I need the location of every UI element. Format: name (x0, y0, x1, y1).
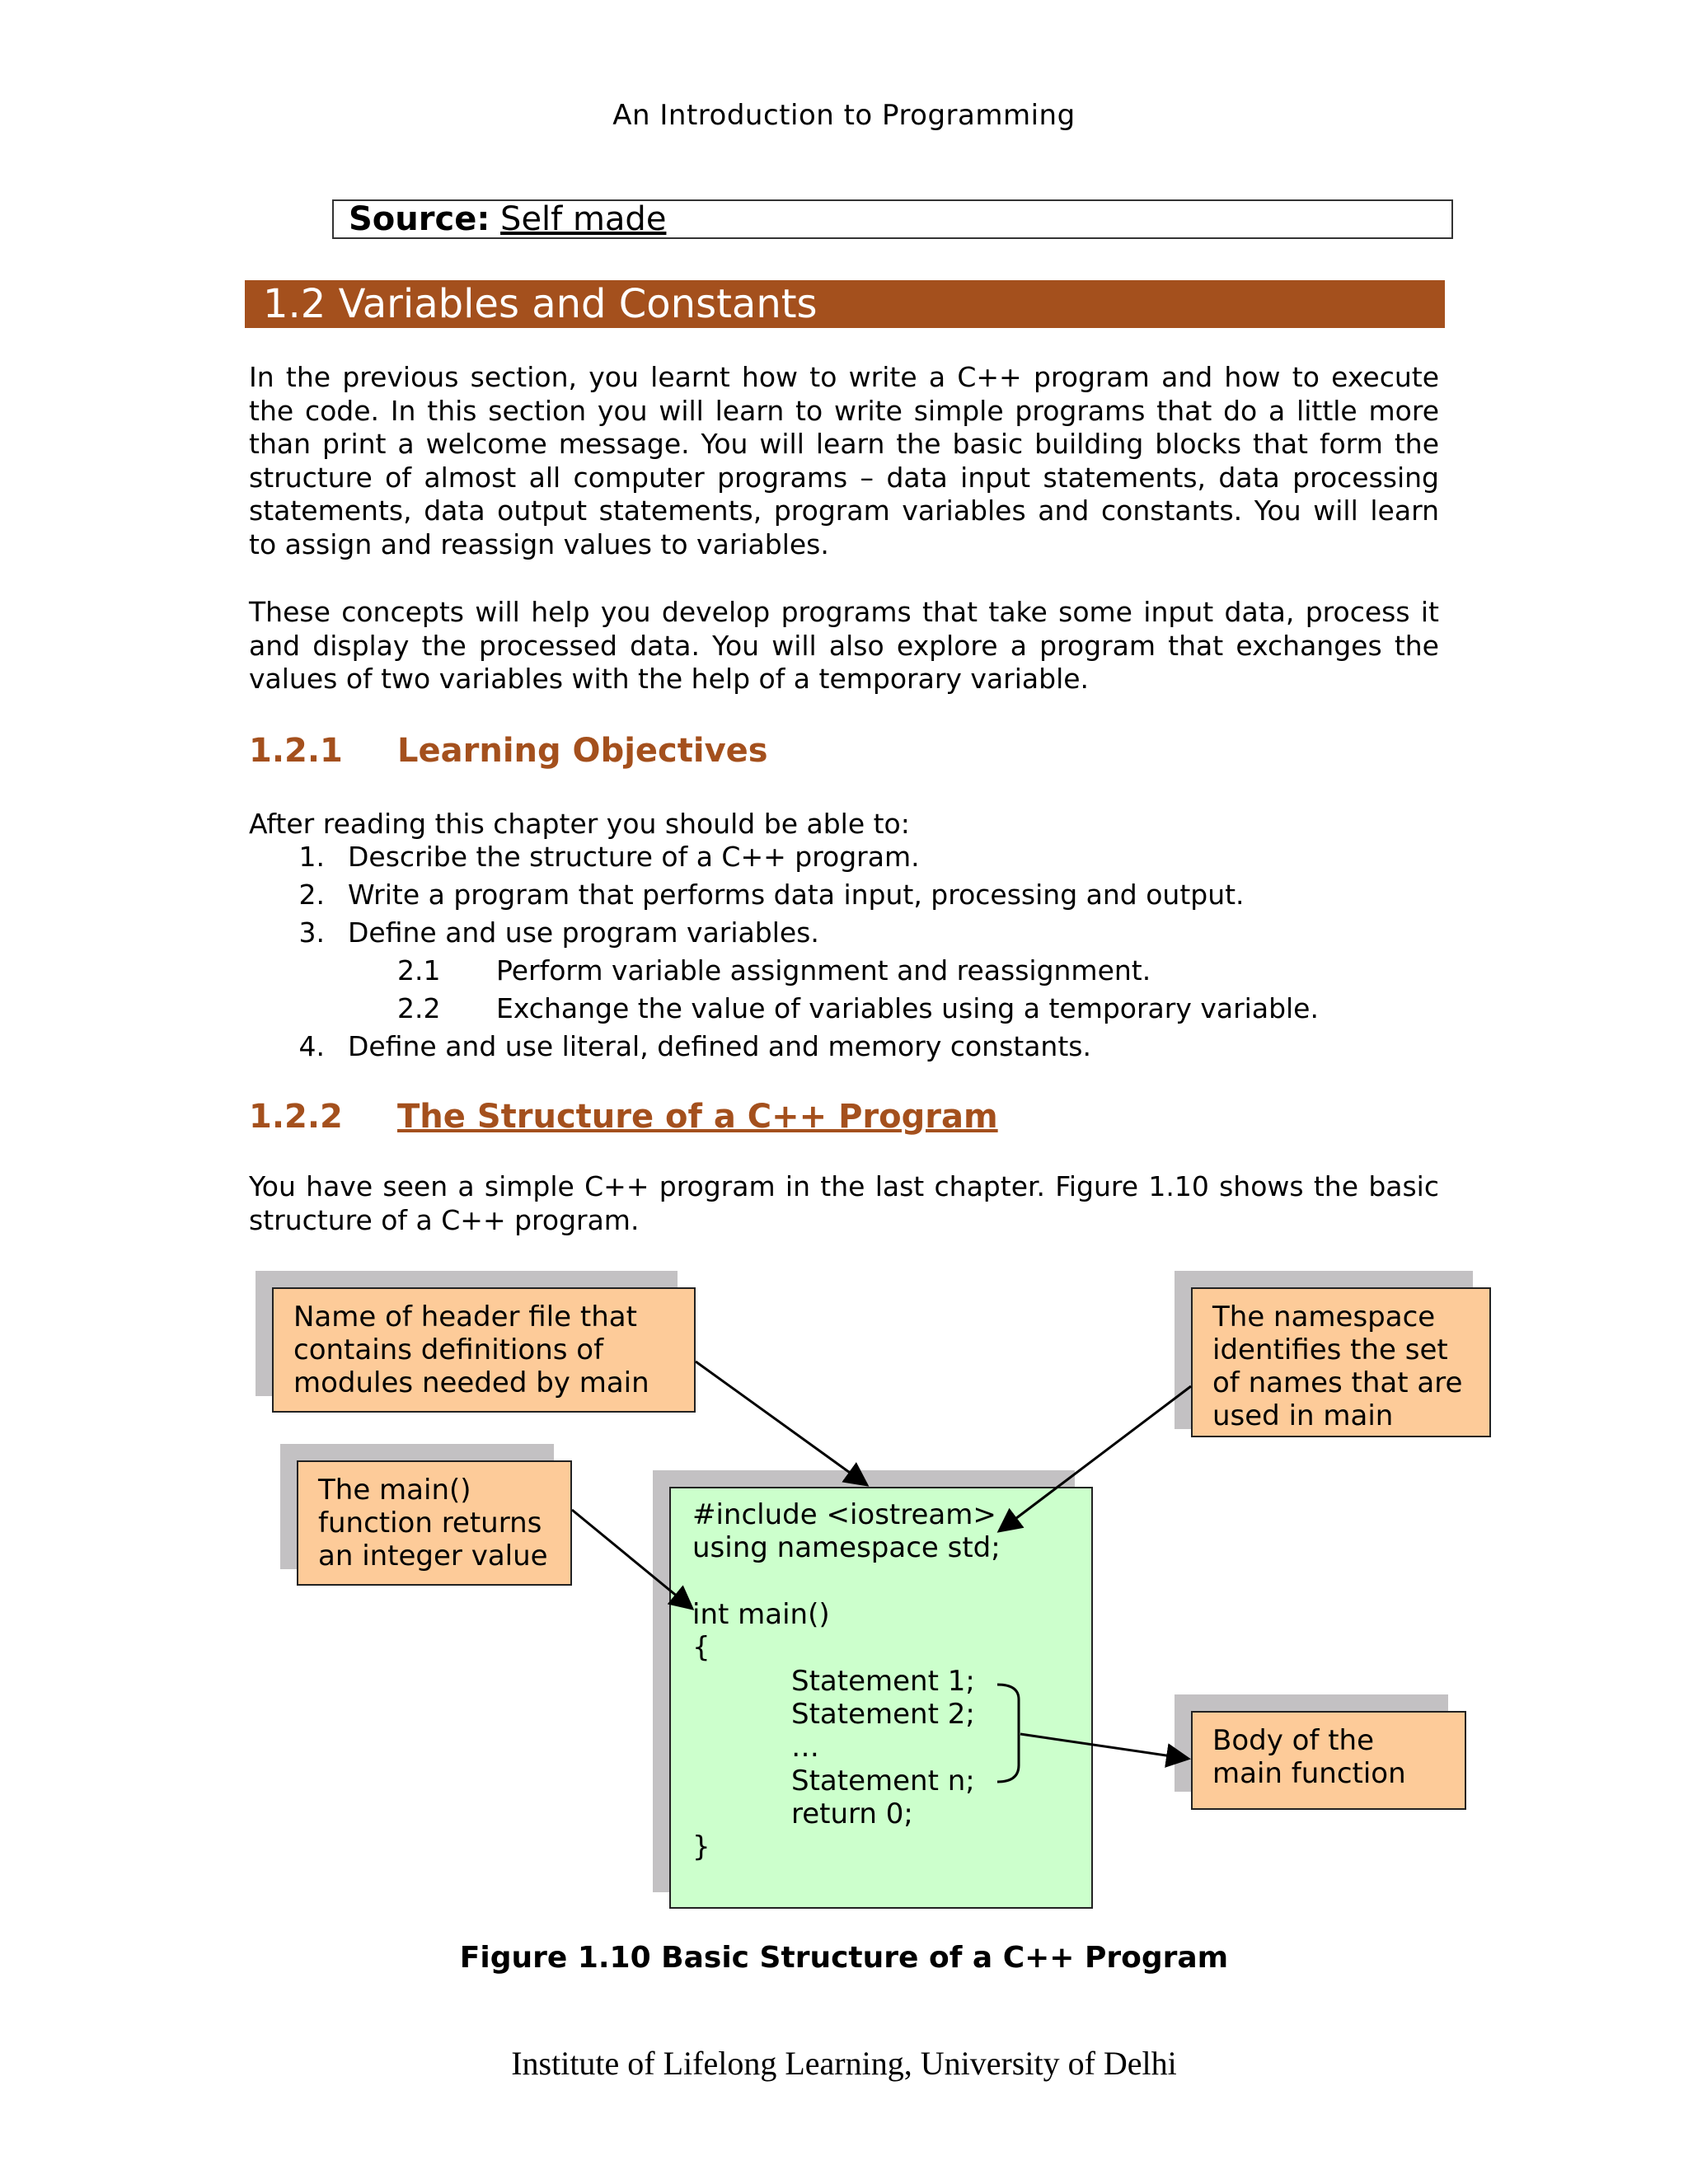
code-statement-1: Statement 1; (791, 1665, 975, 1698)
intro-paragraph-2: These concepts will help you develop programs that take some input data, process it and display the processed data. You will also explore a program that exchanges the values of two variables with the help of a temporary variable. (249, 596, 1439, 695)
code-close-brace: } (692, 1830, 710, 1863)
objective-text: Define and use program variables. (348, 916, 819, 949)
code-using: using namespace std; (692, 1531, 1001, 1564)
callout-line: Body of the (1212, 1724, 1375, 1757)
objective-text: Perform variable assignment and reassignment. (496, 954, 1151, 987)
objective-number: 1. (298, 841, 325, 873)
objectives-number: 1.2.1 (249, 732, 343, 770)
arrow-namespace-to-using (999, 1386, 1191, 1531)
objectives-intro: After reading this chapter you should be able to: (249, 808, 910, 840)
structure-title: The Structure of a C++ Program (397, 1098, 998, 1136)
code-include: #include <iostream> (692, 1498, 996, 1531)
objective-text: Exchange the value of variables using a temporary variable. (496, 992, 1319, 1024)
objective-text: Define and use literal, defined and memory constants. (348, 1030, 1091, 1062)
callout-line: Name of header file that (293, 1301, 637, 1333)
code-statement-n: Statement n; (791, 1765, 975, 1797)
objective-number: 3. (298, 916, 325, 949)
page-footer: Institute of Lifelong Learning, University of Delhi (511, 2045, 1177, 2082)
objective-text: Describe the structure of a C++ program. (348, 841, 920, 873)
code-open-brace: { (692, 1631, 710, 1664)
source-value: Self made (500, 200, 667, 238)
callout-line: modules needed by main (293, 1366, 649, 1399)
callout-line: main function (1212, 1757, 1406, 1790)
arrow-header-to-include (696, 1361, 867, 1485)
intro-paragraph-1: In the previous section, you learnt how to write a C++ program and how to execute the code. In this section you will learn to write simple programs that do a little more than print a welcome message. You will learn the basic building blocks that form the structure of almost all computer programs – data input statements, data processing statements, data output statements, program variables and constants. You will learn to assign and reassign values to variables. (249, 361, 1439, 560)
callout-line: The namespace (1212, 1301, 1436, 1333)
callout-line: The main() (318, 1474, 471, 1507)
section-title: 1.2 Variables and Constants (245, 280, 1445, 328)
objective-text: Write a program that performs data input, processing and output. (348, 879, 1245, 911)
objective-number: 2.1 (397, 954, 441, 987)
callout-line: contains definitions of (293, 1333, 604, 1366)
callout-line: an integer value (318, 1540, 548, 1572)
running-header: An Introduction to Programming (612, 99, 1076, 132)
source-label: Source: (349, 200, 490, 238)
callout-line: used in main (1212, 1399, 1394, 1432)
structure-number: 1.2.2 (249, 1098, 343, 1136)
arrow-brace-to-body (1020, 1734, 1189, 1759)
arrow-main-to-int (572, 1510, 692, 1609)
body-brace (997, 1685, 1019, 1782)
objectives-title: Learning Objectives (397, 732, 768, 770)
objective-number: 2.2 (397, 992, 441, 1024)
code-main: int main() (692, 1598, 830, 1631)
code-statement-2: Statement 2; (791, 1698, 975, 1731)
objective-number: 4. (298, 1030, 325, 1062)
callout-line: of names that are (1212, 1366, 1463, 1399)
callout-line: function returns (318, 1507, 542, 1540)
figure-caption: Figure 1.10 Basic Structure of a C++ Program (459, 1941, 1229, 1975)
code-ellipsis: … (791, 1731, 819, 1764)
objective-number: 2. (298, 879, 325, 911)
structure-paragraph: You have seen a simple C++ program in the last chapter. Figure 1.10 shows the basic structure of a C++ program. (249, 1170, 1439, 1236)
callout-line: identifies the set (1212, 1333, 1448, 1366)
code-return: return 0; (791, 1797, 913, 1830)
